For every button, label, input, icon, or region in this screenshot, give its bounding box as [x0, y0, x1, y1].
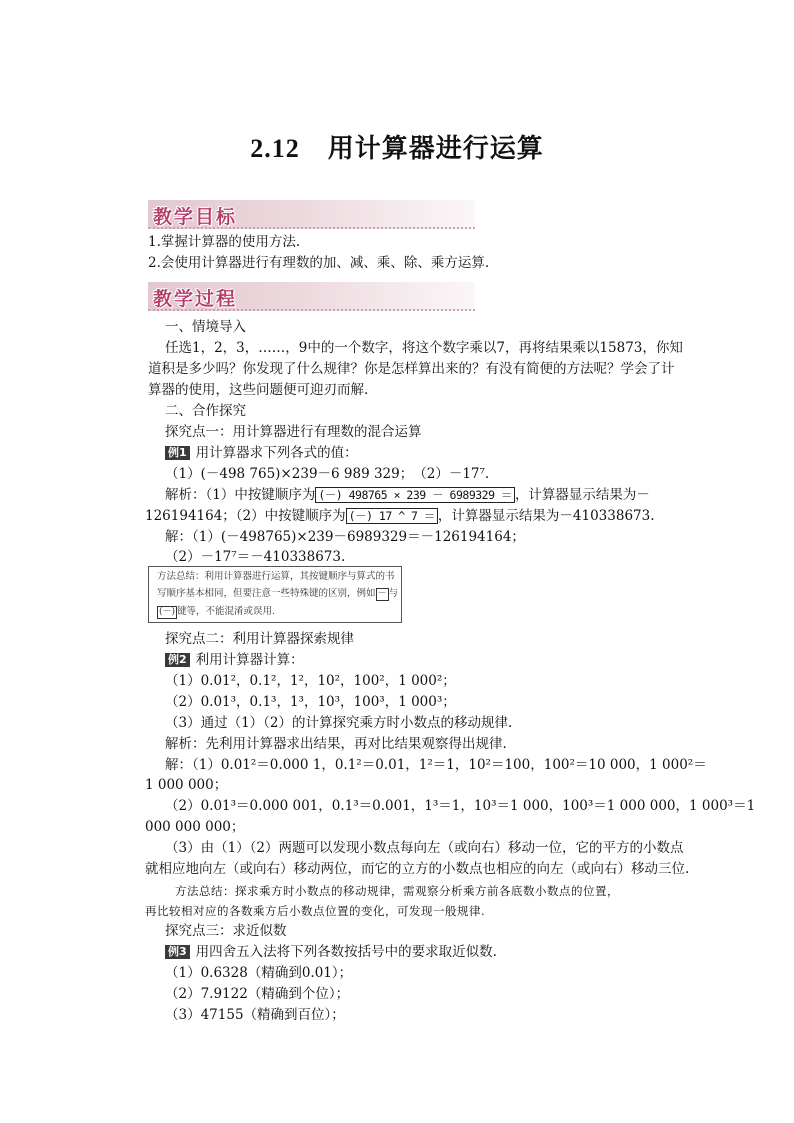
example-1-analysis-line-1: [165, 485, 650, 505]
teaching-process-heading: 教学过程: [153, 288, 238, 310]
example-2-text: 利用计算器计算：: [195, 652, 304, 668]
example-1-label: 例1: [165, 446, 190, 460]
example-3-label: 例3: [165, 945, 190, 959]
intro-line-2: 道积是多少吗？你发现了什么规律？你是怎样算出来的？有没有简便的方法呢？学会了计: [148, 361, 675, 377]
example-3-item-2: （2）7.9122（精确到个位）；: [165, 986, 350, 1002]
example-2-solution-3b: 就相应地向左（或向右）移动两位，而它的立方的小数点也相应的向左（或向右）移动三位.: [145, 861, 690, 877]
analysis-text: ，计算器显示结果为－410338673.: [437, 508, 655, 524]
point-3-heading: 探究点三：求近似数: [165, 923, 287, 939]
intro-heading: 一、情境导入: [165, 319, 246, 335]
example-1: [165, 443, 358, 463]
method-text: 键等，不能混淆或误用.: [177, 606, 276, 617]
teaching-goals-banner: [148, 200, 475, 229]
example-2-analysis: 解析：先利用计算器求出结果，再对比结果观察得出规律.: [165, 736, 507, 752]
example-3: [165, 942, 497, 962]
method-summary-2-line-1: 方法总结：探求乘方时小数点的移动规律，需观察分析乘方前各底数小数点的位置，: [175, 884, 619, 898]
method-text: 与: [388, 588, 399, 599]
analysis-text: ，计算器显示结果为－: [514, 487, 650, 503]
example-2-solution-3a: （3）由（1）（2）两题可以发现小数点每向左（或向右）移动一位，它的平方的小数点: [165, 840, 684, 856]
teaching-process-banner: [148, 282, 475, 311]
example-3-text: 用四舍五入法将下列各数按括号中的要求取近似数.: [195, 944, 497, 960]
key-sequence-1: (－) 498765 × 239 － 6989329 ＝: [315, 487, 515, 503]
example-1-answer-1: 解：（1）(－498765)×239－6989329＝－126194164；: [165, 529, 525, 545]
example-1-analysis-line-2: [145, 506, 655, 526]
intro-line-3: 算器的使用，这些问题便可迎刃而解.: [148, 382, 369, 398]
goal-2: 2.会使用计算器进行有理数的加、减、乘、除、乘方运算.: [148, 255, 490, 271]
example-2-solution-2b: 000 000 000；: [145, 819, 245, 835]
example-1-items: （1）(－498 765)×239－6 989 329； （2）－17⁷.: [165, 466, 490, 482]
example-2-item-2: （2）0.01³，0.1³，1³，10³，100³，1 000³；: [165, 694, 456, 710]
analysis-text: 解析：（1）中按键顺序为: [165, 487, 316, 503]
example-2-label: 例2: [165, 653, 190, 667]
example-2: [165, 650, 304, 670]
method-summary-box: [148, 566, 402, 623]
example-2-solution-2a: （2）0.01³＝0.000 001，0.1³＝0.001，1³＝1，10³＝1 000，100³＝1 000 000，1 000³＝1: [165, 798, 756, 814]
minus-key: －: [377, 589, 387, 599]
section-title: 用计算器进行运算: [327, 134, 544, 164]
example-3-item-1: （1）0.6328（精确到0.01）；: [165, 965, 353, 981]
method-summary-2-line-2: 再比较相对应的各数乘方后小数点位置的变化，可发现一般规律.: [145, 904, 486, 918]
example-2-item-1: （1）0.01²，0.1²，1²，10²，100²，1 000²；: [165, 673, 456, 689]
analysis-text: 126194164；（2）中按键顺序为: [145, 508, 346, 524]
method-text: 写顺序基本相同，但要注意一些特殊键的区别，例如: [157, 588, 376, 599]
page-title: [0, 128, 794, 165]
explore-heading: 二、合作探究: [165, 403, 246, 419]
negative-key: (－): [159, 607, 176, 617]
method-line-3: [157, 603, 275, 621]
example-1-answer-2: （2）－17⁷＝－410338673.: [165, 549, 346, 565]
example-1-text: 用计算器求下列各式的值：: [195, 445, 358, 461]
key-sequence-2: (－) 17 ^ 7 ＝: [346, 508, 438, 524]
method-line-1: 方法总结：利用计算器进行运算，其按键顺序与算式的书: [157, 571, 395, 582]
example-2-solution-1a: 解：（1）0.01²＝0.000 1，0.1²＝0.01，1²＝1，10²＝100，100²＝10 000，1 000²＝: [165, 757, 707, 773]
point-2-heading: 探究点二：利用计算器探索规律: [165, 631, 354, 647]
example-2-item-3: （3）通过（1）（2）的计算探究乘方时小数点的移动规律.: [165, 715, 513, 731]
method-line-2: [157, 585, 398, 603]
goal-1: 1.掌握计算器的使用方法.: [148, 234, 301, 250]
example-2-solution-1b: 1 000 000；: [145, 777, 228, 793]
intro-line-1: 任选1，2，3，……，9中的一个数字，将这个数字乘以7，再将结果乘以15873，你知: [165, 340, 683, 356]
teaching-goals-heading: 教学目标: [153, 206, 238, 228]
example-3-item-3: （3）47155（精确到百位）；: [165, 1007, 345, 1023]
point-1-heading: 探究点一：用计算器进行有理数的混合运算: [165, 424, 422, 440]
section-number: 2.12: [250, 134, 300, 163]
